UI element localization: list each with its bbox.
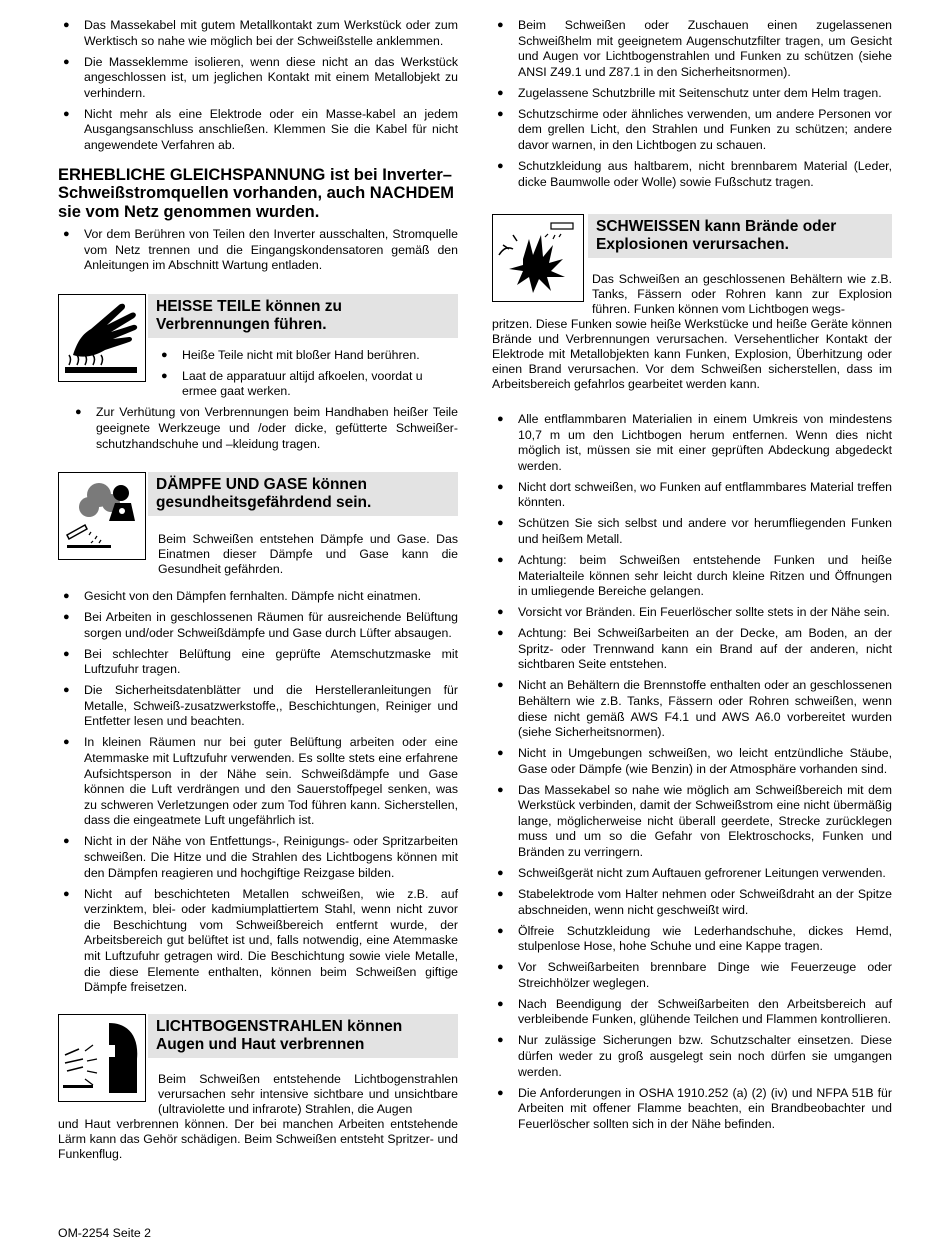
list-item: ● Die Anforderungen in OSHA 1910.252 (a) (2) (iv) und NFPA 51B für Arbeiten mit offener Flamme beachten, ein Brandbeobachter und Feuerlöscher sollten sich in der Nähe befinden.: [492, 1086, 892, 1133]
list-item: ● Achtung: Bei Schweißarbeiten an der Decke, am Boden, an der Spritz- oder Trennwand kann ein Brand auf der anderen, nicht sichtbaren Seite entstehen.: [492, 626, 892, 673]
right-top-bullets: [492, 18, 892, 190]
list-item: ● Vor Schweißarbeiten brennbare Dinge wie Feuerzeuge oder Streichhölzer weglegen.: [492, 960, 892, 991]
list-item: ● Nicht an Behältern die Brennstoffe enthalten oder an geschlossenen Behältern wie z.B. Tanks, Fässern oder Rohren schweißen, wenn diese nicht gemäß AWS F4.1 und AWS A6.0 vorbereitet wurden (siehe Sicherheitsnormen).: [492, 678, 892, 740]
hot-parts-bullets: [156, 348, 458, 400]
list-item: ● Achtung: beim Schweißen entstehende Funken und heiße Materialteile können sehr leicht durch kleine Ritzen und Öffnungen in umliegende Bereiche gelangen.: [492, 553, 892, 600]
fire-bullets: [492, 412, 892, 1132]
list-item: ● Ölfreie Schutzkleidung wie Lederhandschuhe, dickes Hemd, stulpenlose Hose, hohe Schuhe und eine Kappe tragen.: [492, 924, 892, 955]
list-item: ● Die Sicherheitsdatenblätter und die Herstelleranleitungen für Metalle, Schweiß-zusatzwerkstoffe,, Beschichtungen, Reiniger und Entfetter lesen und beachten.: [58, 683, 458, 730]
list-item: ● Vor dem Berühren von Teilen den Inverter ausschalten, Stromquelle vom Netz trennen und die Eingangskondensatoren gemäß den Anleitungen im Abschnitt Wartung entladen.: [58, 227, 458, 274]
fire-intro-a: Das Schweißen an geschlossenen Behältern wie z.B. Tanks, Fässern oder Rohren kann zur Explosion führen. Funken können vom Lichtbogen wegs-: [592, 272, 892, 317]
arc-rays-intro-b: und Haut verbrennen können. Der bei manchen Arbeiten entstehende Lärm kann das Gehör schädigen. Beim Schweißen entsteht Spritzer- und Funkenflug.: [58, 1116, 458, 1161]
hot-parts-heading: HEISSE TEILE können zu Verbrennungen führen.: [148, 294, 458, 338]
right-column: [492, 18, 892, 1138]
list-item: ● Nach Beendigung der Schweißarbeiten den Arbeitsbereich auf verbleibende Funken, glühende Teilchen und Flammen kontrollieren.: [492, 997, 892, 1028]
arc-rays-section: [58, 1014, 458, 1162]
list-item: ● Nur zulässige Sicherungen bzw. Schutzschalter einsetzen. Diese dürfen weder zu groß ausgelegt sein noch dürfen sie umgangen werden.: [492, 1033, 892, 1080]
fumes-section: [58, 472, 458, 996]
list-item: ● In kleinen Räumen nur bei guter Belüftung arbeiten oder eine Atemmaske mit Luftzufuhr verwenden. Es sollte stets eine erfahrene Aufsichtsperson in der Nähe sein. Schweißdämpfe und Gase können die Luft verdrängen und den Sauerstoffpegel senken, was zu schweren Verletzungen oder zum Tod führen kann. Sicherstellen, dass die eingeatmete Luft ungefährlich ist.: [58, 735, 458, 829]
fire-section: [492, 214, 892, 1132]
dc-voltage-heading: ERHEBLICHE GLEICHSPANNUNG ist bei Inverter–Schweißstromquellen vorhanden, auch NACHDEM sie vom Netz genommen wurden.: [58, 165, 455, 221]
list-item: ● Heiße Teile nicht mit bloßer Hand berühren.: [156, 348, 458, 364]
list-item: ● Schutzschirme oder ähnliches verwenden, um andere Personen vor dem grellen Licht, den Strahlen und Funken zu schützen; andere davor warnen, in den Lichtbogen zu schauen.: [492, 107, 892, 154]
list-item: ● Schützen Sie sich selbst und andere vor herumfliegenden Funken und heißem Metall.: [492, 516, 892, 547]
fumes-gases-icon: [58, 472, 146, 560]
fumes-heading: DÄMPFE UND GASE können gesundheitsgefährdend sein.: [148, 472, 458, 516]
list-item: ● Zugelassene Schutzbrille mit Seitenschutz unter dem Helm tragen.: [492, 86, 892, 102]
list-item: ● Bei schlechter Belüftung eine geprüfte Atemschutzmaske mit Luftzufuhr tragen.: [58, 647, 458, 678]
hot-parts-bullets-cont: [70, 405, 458, 452]
fumes-bullets: [58, 589, 458, 996]
dc-voltage-bullets: [58, 227, 458, 274]
hot-parts-hand-icon: [58, 294, 146, 382]
arc-rays-heading: LICHTBOGENSTRAHLEN können Augen und Haut verbrennen: [148, 1014, 458, 1058]
fumes-intro: Beim Schweißen entstehen Dämpfe und Gase. Das Einatmen dieser Dämpfe und Gase kann die Gesundheit gefährden.: [158, 532, 458, 577]
list-item: ● Das Massekabel so nahe wie möglich am Schweißbereich mit dem Werkstück verbinden, damit der Schweißstrom eine nicht übermäßig lange, möglicherweise nicht überall geerdete, Strecke zurücklegen muss und um so die Gefahr von Elektroschocks, Funken und Bränden zu verringern.: [492, 783, 892, 861]
page-footer: OM-2254 Seite 2: [58, 1226, 151, 1240]
list-item: ● Zur Verhütung von Verbrennungen beim Handhaben heißer Teile geeignete Werkzeuge und /oder dicke, gefütterte Schweißer-schutzhandschuhe und –kleidung tragen.: [70, 405, 458, 452]
list-item: ● Vorsicht vor Bränden. Ein Feuerlöscher sollte stets in der Nähe sein.: [492, 605, 892, 621]
list-item: ● Nicht dort schweißen, wo Funken auf entflammbares Material treffen könnten.: [492, 480, 892, 511]
list-item: ● Schweißgerät nicht zum Auftauen gefrorener Leitungen verwenden.: [492, 866, 892, 882]
list-item: ● Bei Arbeiten in geschlossenen Räumen für ausreichende Belüftung sorgen und/oder Schweißdämpfe und Gase durch Lüfter absaugen.: [58, 610, 458, 641]
arc-rays-welder-icon: [58, 1014, 146, 1102]
list-item: ● Laat de apparatuur altijd afkoelen, voordat u ermee gaat werken.: [156, 369, 458, 400]
left-top-bullets: [58, 18, 458, 154]
left-column: [58, 18, 458, 1168]
hot-parts-section: [58, 294, 458, 452]
list-item: ● Nicht mehr als eine Elektrode oder ein Masse-kabel an jedem Ausgangsanschluss anschließen. Klemmen Sie die Kabel für nicht angewendete Verfahren ab.: [58, 107, 458, 154]
list-item: ● Die Masseklemme isolieren, wenn diese nicht an das Werkstück angeschlossen ist, um jeglichen Kontakt mit einem Metallobjekt zu verhindern.: [58, 55, 458, 102]
fire-explosion-icon: [492, 214, 584, 302]
list-item: ● Nicht in der Nähe von Entfettungs-, Reinigungs- oder Spritzarbeiten schweißen. Die Hitze und die Strahlen des Lichtbogens können mit den Dämpfen reagieren und hochgiftige Reizgase bilden.: [58, 834, 458, 881]
list-item: ● Stabelektrode vom Halter nehmen oder Schweißdraht an der Spitze abschneiden, wenn nicht geschweißt wird.: [492, 887, 892, 918]
fire-heading: SCHWEISSEN kann Brände oder Explosionen verursachen.: [588, 214, 892, 258]
list-item: ● Alle entflammbaren Materialien in einem Umkreis von mindestens 10,7 m um den Lichtbogen herum entfernen. Wenn dies nicht möglich ist, müssen sie mit einer geprüften Abdeckung abgedeckt werden.: [492, 412, 892, 474]
list-item: ● Gesicht von den Dämpfen fernhalten. Dämpfe nicht einatmen.: [58, 589, 458, 605]
list-item: ● Nicht in Umgebungen schweißen, wo leicht entzündliche Stäube, Gase oder Dämpfe (wie Benzin) in der Atmosphäre vorhanden sind.: [492, 746, 892, 777]
list-item: ● Schutzkleidung aus haltbarem, nicht brennbarem Material (Leder, dicke Baumwolle oder Wolle) sowie Fußschutz tragen.: [492, 159, 892, 190]
fire-intro-b: pritzen. Diese Funken sowie heiße Werkstücke und heiße Geräte können Brände und Verbrennungen verursachen. Versehentlicher Kontakt der Elektrode mit Metallobjekten kann Funken, Explosion, Überhitzung oder einen Brand verursachen. Vor dem Schweißen sicherstellen, dass im Arbeitsbereich gefahrlos gearbeitet werden kann.: [492, 317, 892, 392]
list-item: ● Das Massekabel mit gutem Metallkontakt zum Werkstück oder zum Werktisch so nahe wie möglich bei der Schweißstelle anklemmen.: [58, 18, 458, 49]
list-item: ● Nicht auf beschichteten Metallen schweißen, wie z.B. auf verzinktem, blei- oder kadmiumplattiertem Stahl, wenn nicht zuvor die Beschichtung vom Schweißbereich entfernt wurde, der Arbeitsbereich gut belüftet ist und, falls notwendig, eine Atemmaske mit Luftzufuhr getragen wird. Die Beschichtung sowie viele Metalle, die diese Elemente enthalten, können beim Schweißen giftige Dämpfe freisetzen.: [58, 887, 458, 996]
arc-rays-intro-a: Beim Schweißen entstehende Lichtbogenstrahlen verursachen sehr intensive sichtbare und unsichtbare (ultraviolette und infrarote) Strahlen, die Augen: [158, 1071, 458, 1116]
list-item: ● Beim Schweißen oder Zuschauen einen zugelassenen Schweißhelm mit geeignetem Augenschutzfilter tragen, um Gesicht und Augen vor Lichtbogenstrahlen und Funken zu schützen (siehe ANSI Z49.1 und Z87.1 in den Sicherheitsnormen).: [492, 18, 892, 80]
